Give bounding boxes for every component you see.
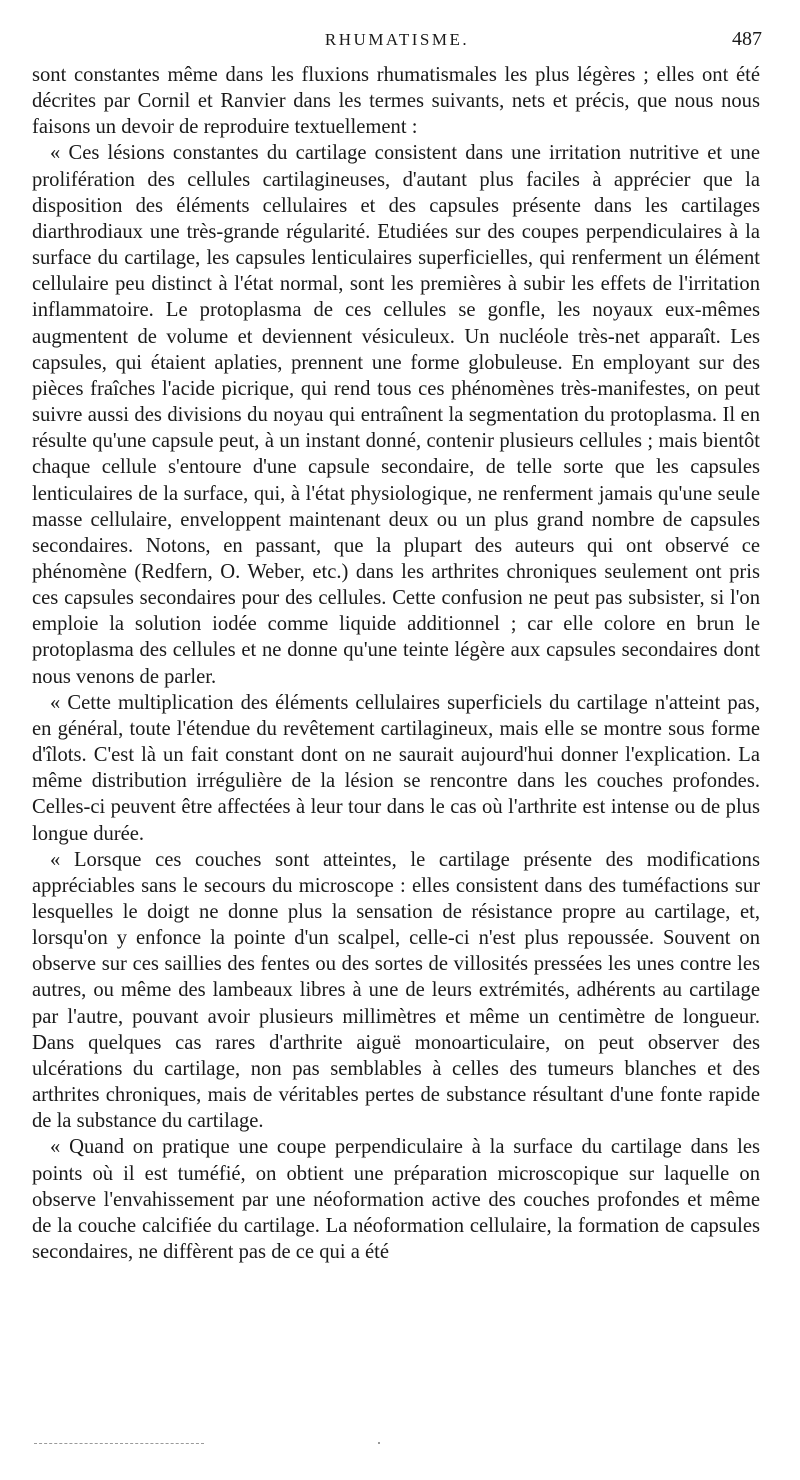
bottom-rule-divider <box>34 1443 204 1444</box>
paragraph-quote-lesions: « Ces lésions constantes du cartilage consistent dans une irritation nutritive et une prolifération des cellules cartilagineuses, d'autant plus faciles à apprécier que la disposition des éléments cellulaires et des capsules présente dans les cartilages diarthrodiaux une très-grande régularité. Etudiées sur des coupes perpendiculaires à la surface du cartilage, les capsules lenticulaires superficielles, qui renferment un élément cellulaire peu distinct à l'état normal, sont les premières à subir les effets de l'irritation inflammatoire. Le protoplasma de ces cellules se gonfle, les noyaux eux-mêmes augmentent de volume et deviennent vésiculeux. Un nucléole très-net apparaît. Les capsules, qui étaient aplaties, prennent une forme globuleuse. En employant sur des pièces fraîches l'acide picrique, qui rend tous ces phénomènes très-manifestes, on peut suivre aussi des divisions du noyau qui entraînent la segmentation du protoplasma. Il en résulte qu'une capsule peut, à un instant donné, contenir plusieurs cellules ; mais bientôt chaque cellule s'entoure d'une capsule secondaire, de telle sorte que les capsules lenticulaires de la surface, qui, à l'état physiologique, ne renferment jamais qu'une seule masse cellulaire, enveloppent maintenant deux ou un plus grand nombre de capsules secondaires. Notons, en passant, que la plupart des auteurs qui ont observé ce phénomène (Redfern, O. Weber, etc.) dans les arthrites chroniques seulement ont pris ces capsules secondaires pour des cellules. Cette confusion ne peut pas subsister, si l'on emploie la solution iodée comme liquide additionnel ; car elle colore en brun le protoplasma des cellules et ne donne qu'une teinte légère aux capsules secondaires dont nous venons de parler. <box>32 142 760 688</box>
paragraph-quote-multiplication: « Cette multiplication des éléments cellulaires superficiels du cartilage n'atteint pas, en général, toute l'étendue du revêtement cartilagineux, mais elle se montre sous forme d'îlots. C'est là un fait constant dont on ne saurait aujourd'hui donner l'explication. La même distribution irrégulière de la lésion se rencontre dans les couches profondes. Celles-ci peuvent être affectées à leur tour dans le cas où l'arthrite est intense ou de plus longue durée. <box>32 691 760 845</box>
paragraph-quote-couches: « Lorsque ces couches sont atteintes, le cartilage présente des modifications appréciables sans le secours du microscope : elles consistent dans des tuméfactions sur lesquelles le doigt ne donne plus la sensation de résistance propre au cartilage, et, lorsqu'on y enfonce la pointe d'un scalpel, celle-ci n'est plus repoussée. Souvent on observe sur ces saillies des fentes ou des sortes de villosités pressées les unes contre les autres, ou même des lambeaux libres à une de leurs extrémités, adhérents au cartilage par l'autre, pouvant avoir plusieurs millimètres et même un centimètre de longueur. Dans quelques cas rares d'arthrite aiguë monoarticulaire, on peut observer des ulcérations du cartilage, non pas semblables à celles des tumeurs blanches et des arthrites chroniques, mais de véritables pertes de substance résultant d'une fonte rapide de la substance du cartilage. <box>32 848 760 1133</box>
paragraph-quote-coupe: « Quand on pratique une coupe perpendiculaire à la surface du cartilage dans les points où il est tuméfié, on obtient une préparation microscopique sur laquelle on observe l'envahissement par une néoformation active des couches profondes et même de la couche calcifiée du cartilage. La néoformation cellulaire, la formation de capsules secondaires, ne diffèrent pas de ce qui a été <box>32 1136 760 1264</box>
running-title: RHUMATISME. <box>324 30 470 49</box>
page-number: 487 <box>732 28 762 50</box>
page-header <box>32 30 762 60</box>
paragraph-continuation: sont constantes même dans les fluxions rhumatismales les plus légères ; elles ont été décrites par Cornil et Ranvier dans les termes suivants, nets et précis, que nous nous faisons un devoir de reproduire textuellement : <box>32 64 760 139</box>
bottom-mark <box>378 1442 380 1444</box>
body-text <box>32 62 760 1265</box>
